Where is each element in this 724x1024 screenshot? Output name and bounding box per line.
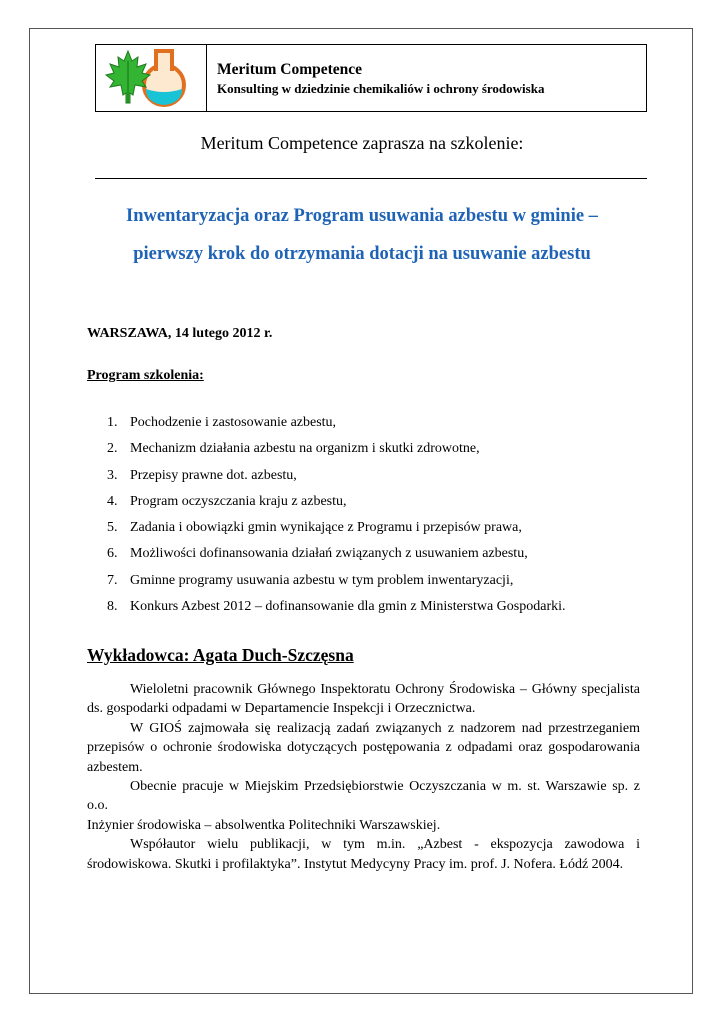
course-title-line-1: Inwentaryzacja oraz Program usuwania azbestu w gminie – [126,206,598,226]
item-number: 3. [107,467,118,483]
item-number: 6. [107,546,118,562]
list-item [87,597,647,623]
item-text: Mechanizm działania azbestu na organizm i skutki zdrowotne, [130,441,480,457]
item-number: 1. [107,415,118,430]
item-number: 2. [107,441,118,457]
item-number: 4. [107,493,118,509]
list-item [87,518,647,544]
bio-paragraph: Inżynier środowiska – absolwentka Politechniki Warszawskiej. [87,817,441,833]
bio-paragraph: Współautor wielu publikacji, w tym m.in. „Azbest - ekspozycja zawodowa i środowiskowa. Skutki i profilaktyka”. Instytut Medycyny Pracy im. prof. J. Nofera. Łódź 2004. [87,837,640,872]
list-item [87,439,647,465]
divider [95,178,647,179]
item-text: Program oczyszczania kraju z azbestu, [130,493,347,509]
list-item [87,544,647,570]
bio-paragraph: Wieloletni pracownik Głównego Inspektoratu Ochrony Środowiska – Główny specjalista ds. gospodarki odpadami w Departamencie Inspekcji i Orzecznictwa. [87,682,640,717]
course-title-line-2: pierwszy krok do otrzymania dotacji na usuwanie azbestu [133,244,591,264]
bio-paragraph: Obecnie pracuje w Miejskim Przedsiębiorstwie Oczyszczania w m. st. Warszawie sp. z o.o. [87,779,640,814]
item-number: 5. [107,520,118,536]
company-name: Meritum Competence [217,61,363,78]
item-text: Zadania i obowiązki gmin wynikające z Programu i przepisów prawa, [130,520,522,536]
logo-cell [96,45,207,111]
location-date: WARSZAWA, 14 lutego 2012 r. [87,326,273,341]
bio-paragraph: W GIOŚ zajmowała się realizacją zadań związanych z nadzorem nad przestrzeganiem przepisów o ochronie środowiska dotyczących postępowania z odpadami oraz gospodarowania azbestem. [87,720,640,775]
company-tagline: Konsulting w dziedzinie chemikaliów i ochrony środowiska [217,81,545,96]
company-logo-icon [102,47,200,109]
lecturer-heading: Wykładowca: Agata Duch-Szczęsna [87,645,354,665]
item-text: Gminne programy usuwania azbestu w tym problem inwentaryzacji, [130,572,514,588]
item-text: Konkurs Azbest 2012 – dofinansowanie dla gmin z Ministerstwa Gospodarki. [130,599,566,615]
list-item [87,466,647,492]
lecturer-bio [87,680,640,874]
list-item [87,571,647,597]
list-item [87,413,647,439]
letterhead [95,44,647,112]
item-number: 8. [107,599,118,615]
item-text: Pochodzenie i zastosowanie azbestu, [130,415,337,430]
program-list [87,413,647,623]
item-number: 7. [107,572,118,588]
item-text: Przepisy prawne dot. azbestu, [130,467,297,483]
item-text: Możliwości dofinansowania działań związanych z usuwaniem azbestu, [130,546,528,562]
program-heading: Program szkolenia: [87,368,204,383]
list-item [87,492,647,518]
invitation-text: Meritum Competence zaprasza na szkolenie: [200,133,524,153]
